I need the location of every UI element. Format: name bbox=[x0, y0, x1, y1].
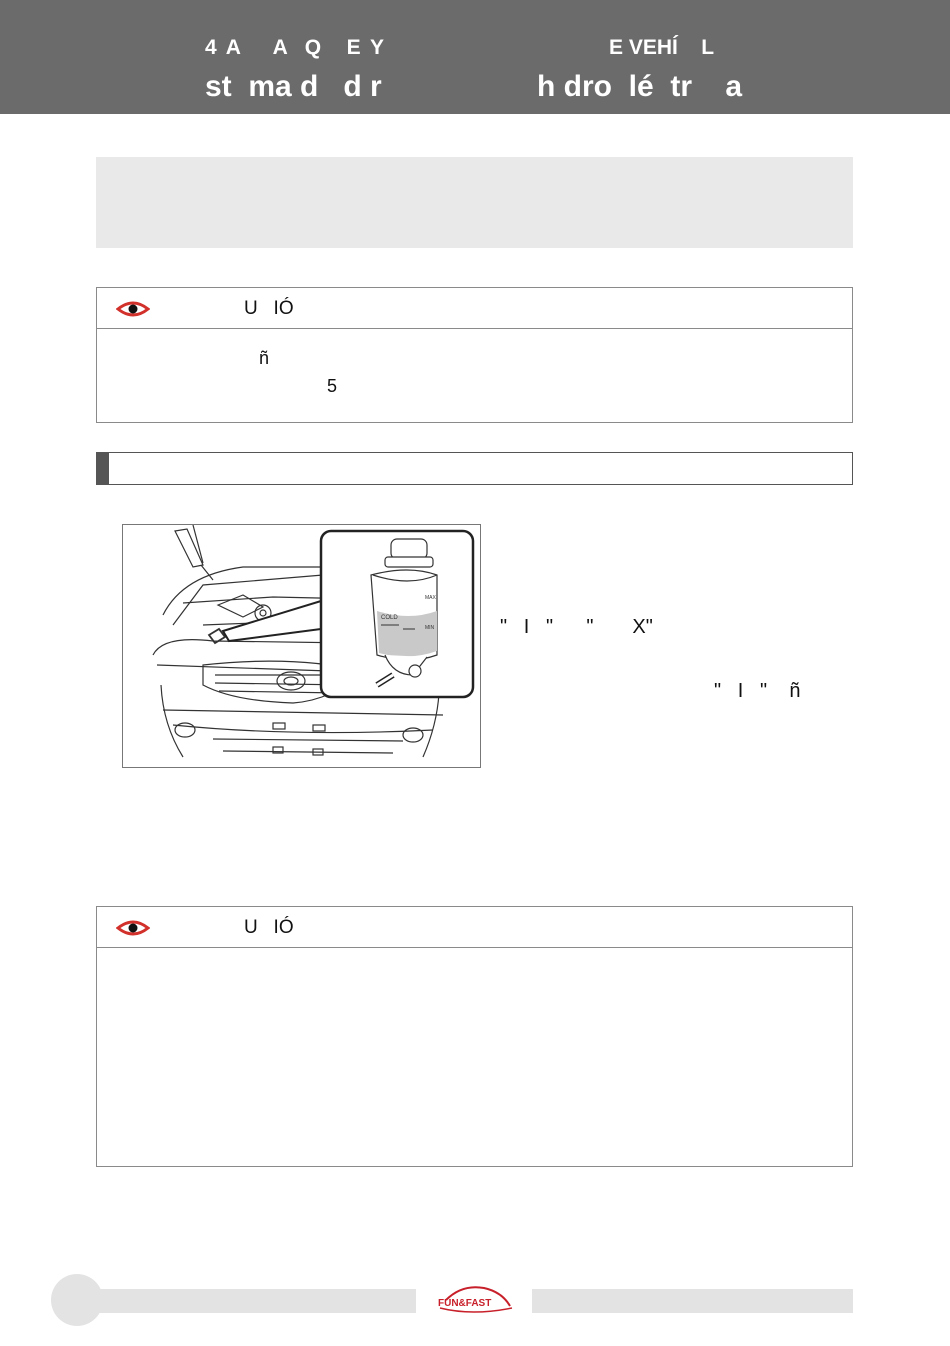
caution-label: U IÓ bbox=[244, 917, 294, 938]
header-line1-left: 4 A A Q E Y bbox=[205, 36, 387, 59]
reservoir-label-min: MIN bbox=[425, 625, 435, 631]
intro-banner bbox=[96, 157, 853, 248]
engine-bay-illustration bbox=[123, 525, 480, 767]
eye-icon bbox=[116, 917, 150, 939]
eye-icon bbox=[116, 298, 150, 320]
reservoir-label-max: MAX bbox=[425, 595, 436, 601]
header-line2-left: st ma d d r bbox=[205, 70, 382, 103]
section-heading-bar bbox=[96, 452, 853, 485]
caution-box-1 bbox=[96, 287, 853, 423]
page-header bbox=[0, 0, 950, 114]
caution-1-line-2: 5 bbox=[327, 376, 338, 396]
caution-label: U IÓ bbox=[244, 298, 294, 319]
right-text-line-2: " I " ñ bbox=[714, 680, 801, 702]
caution-box-1-header bbox=[97, 288, 852, 329]
engine-bay-figure bbox=[122, 524, 481, 768]
header-line2-right: h dro lé tr a bbox=[537, 70, 743, 103]
caution-box-2 bbox=[96, 906, 853, 1167]
footer-bar-right bbox=[532, 1289, 853, 1313]
footer-logo bbox=[432, 1282, 518, 1322]
caution-1-line-1: ñ bbox=[259, 348, 270, 368]
header-line1-right: E VEHÍ L bbox=[609, 36, 715, 59]
section-marker bbox=[97, 453, 109, 484]
caution-box-2-header bbox=[97, 907, 852, 948]
logo-text: FUN&FAST bbox=[438, 1298, 492, 1309]
footer-bar-left bbox=[78, 1289, 416, 1313]
reservoir-label-cold: COLD bbox=[381, 615, 398, 621]
right-text-line-1: " I " " X" bbox=[500, 616, 653, 638]
